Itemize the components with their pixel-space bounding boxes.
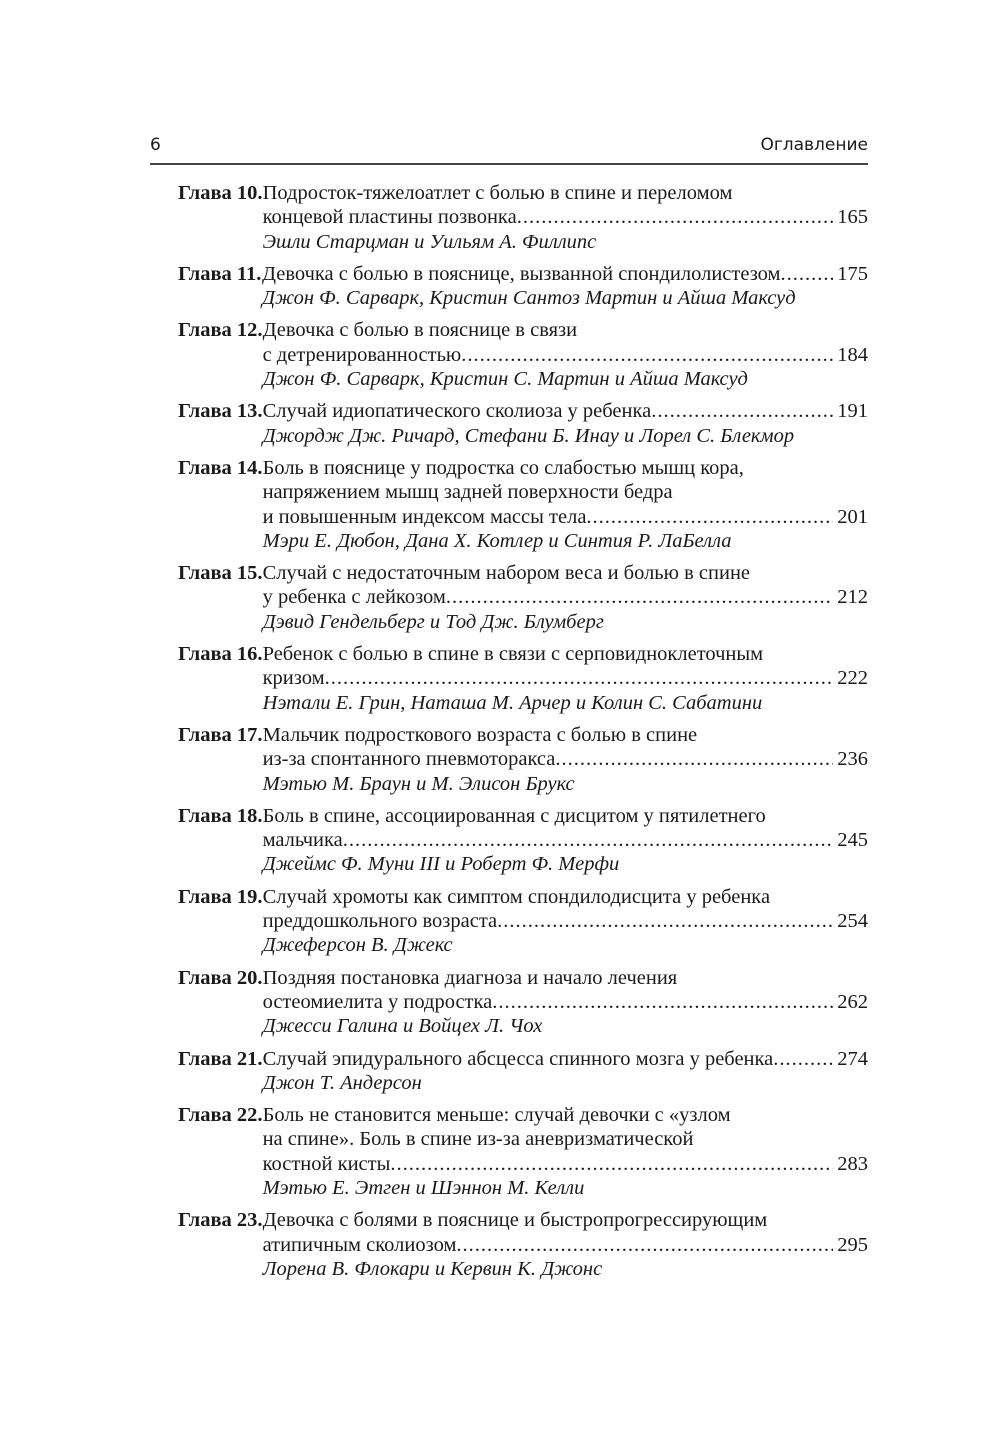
dot-leader (325, 666, 833, 690)
dot-leader (461, 343, 833, 367)
chapter-body (263, 804, 868, 877)
chapter-title-last-line (263, 747, 868, 771)
toc-entry[interactable] (178, 456, 868, 553)
dot-leader (446, 585, 833, 609)
chapter-title-line: Боль в спине, ассоциированная с дисцитом у пятилетнего (262, 804, 766, 827)
chapter-body (263, 1208, 868, 1281)
chapter-body (263, 318, 868, 391)
chapter-authors: Джеферсон В. Джекс (262, 934, 453, 957)
dot-leader (586, 505, 833, 529)
chapter-page-number[interactable]: 283 (837, 1152, 868, 1175)
table-of-contents (178, 181, 868, 1289)
chapter-body (263, 1047, 868, 1096)
chapter-page-number[interactable]: 222 (837, 667, 868, 690)
chapter-authors: Мэри Е. Дюбон, Дана Х. Котлер и Синтия Р. ЛаБелла (262, 529, 732, 552)
toc-entry[interactable] (178, 561, 868, 634)
chapter-title-line: Боль в пояснице у подростка со слабостью мышц кора, (262, 456, 744, 479)
chapter-authors: Эшли Старцман и Уильям А. Филлипс (262, 230, 597, 253)
chapter-title-text: остеомиелита у подростка (262, 990, 493, 1013)
chapter-title-line: Девочка с болями в пояснице и быстропрогрессирующим (262, 1209, 768, 1232)
chapter-body (263, 642, 868, 715)
chapter-label: Глава 12. (178, 319, 263, 342)
section-title: Оглавление (760, 135, 868, 155)
toc-entry[interactable] (178, 723, 868, 796)
chapter-body (263, 181, 868, 254)
toc-entry[interactable] (178, 804, 868, 877)
chapter-title-text: из-за спонтанного пневмоторакса (262, 748, 556, 771)
chapter-authors: Джесси Галина и Войцех Л. Чох (262, 1015, 543, 1038)
chapter-title-last-line (263, 909, 868, 933)
chapter-page-number[interactable]: 236 (837, 748, 868, 771)
chapter-title-last-line (263, 399, 868, 423)
toc-entry[interactable] (178, 642, 868, 715)
chapter-page-number[interactable]: 184 (837, 343, 868, 366)
dot-leader (773, 1047, 833, 1071)
dot-leader (456, 1233, 833, 1257)
chapter-title-line: на спине». Боль в спине из-за аневризматической (262, 1128, 694, 1151)
chapter-title-line: Ребенок с болью в спине в связи с серповидноклеточным (262, 643, 764, 666)
chapter-title-last-line (263, 666, 868, 690)
chapter-page-number[interactable]: 262 (837, 990, 868, 1013)
toc-entry[interactable] (178, 181, 868, 254)
chapter-title-last-line (263, 205, 868, 229)
chapter-title-text: Случай идиопатического сколиоза у ребенка (262, 400, 652, 423)
chapter-authors: Джордж Дж. Ричард, Стефани Б. Инау и Лорел С. Блекмор (262, 424, 795, 447)
chapter-authors: Джон Т. Андерсон (262, 1071, 422, 1094)
chapter-title-text: мальчика (262, 829, 343, 852)
chapter-page-number[interactable]: 274 (837, 1047, 868, 1070)
chapter-label: Глава 10. (178, 182, 263, 204)
chapter-page-number[interactable]: 201 (837, 505, 868, 528)
chapter-title-line: Подросток-тяжелоатлет с болью в спине и переломом (262, 182, 733, 204)
chapter-title-text: костной кисты (262, 1152, 391, 1175)
chapter-title-line: Девочка с болью в пояснице в связи (262, 319, 578, 342)
chapter-title-text: преддошкольного возраста (262, 910, 498, 933)
chapter-label: Глава 20. (178, 966, 263, 989)
chapter-title-text: атипичным сколиозом (262, 1233, 457, 1256)
toc-entry[interactable] (178, 1208, 868, 1281)
dot-leader (497, 909, 833, 933)
chapter-title-line: Поздняя постановка диагноза и начало лечения (262, 966, 678, 989)
chapter-label: Глава 21. (178, 1047, 263, 1070)
chapter-label: Глава 11. (178, 262, 262, 285)
chapter-title-line: Мальчик подросткового возраста с болью в спине (262, 723, 698, 746)
running-header (150, 133, 868, 165)
toc-entry[interactable] (178, 1103, 868, 1200)
chapter-title-line: Боль не становится меньше: случай девочки с «узлом (262, 1104, 731, 1127)
chapter-authors: Лорена В. Флокари и Кервин К. Джонс (262, 1257, 603, 1280)
chapter-title-text: Случай эпидурального абсцесса спинного мозга у ребенка (262, 1047, 774, 1070)
toc-entry[interactable] (178, 966, 868, 1039)
chapter-page-number[interactable]: 254 (837, 910, 868, 933)
chapter-authors: Мэтью Е. Этген и Шэннон М. Келли (262, 1176, 585, 1199)
chapter-label: Глава 23. (178, 1209, 263, 1232)
chapter-body (263, 399, 868, 448)
chapter-authors: Джон Ф. Сарварк, Кристин С. Мартин и Айша Максуд (262, 368, 748, 391)
chapter-title-last-line (262, 262, 868, 286)
chapter-authors: Джеймс Ф. Муни III и Роберт Ф. Мерфи (262, 853, 620, 876)
chapter-page-number[interactable]: 165 (837, 206, 868, 229)
chapter-page-number[interactable]: 295 (837, 1233, 868, 1256)
chapter-body (263, 1103, 868, 1200)
chapter-body (263, 885, 868, 958)
dot-leader (343, 828, 833, 852)
chapter-body (263, 723, 868, 796)
dot-leader (390, 1152, 833, 1176)
chapter-title-last-line (263, 585, 868, 609)
chapter-body (263, 456, 868, 553)
chapter-title-text: концевой пластины позвонка (262, 206, 517, 229)
chapter-title-last-line (263, 1047, 868, 1071)
chapter-label: Глава 18. (178, 804, 263, 827)
chapter-title-line: напряжением мышц задней поверхности бедра (262, 481, 673, 504)
chapter-label: Глава 19. (178, 885, 263, 908)
chapter-page-number[interactable]: 191 (837, 400, 868, 423)
chapter-body (263, 561, 868, 634)
dot-leader (555, 747, 833, 771)
chapter-title-last-line (263, 1233, 868, 1257)
chapter-label: Глава 16. (178, 643, 263, 666)
dot-leader (651, 399, 833, 423)
dot-leader (781, 262, 833, 286)
toc-entry[interactable] (178, 399, 868, 448)
chapter-title-text: у ребенка с лейкозом (262, 586, 446, 609)
chapter-title-line: Случай хромоты как симптом спондилодисцита у ребенка (262, 885, 771, 908)
chapter-label: Глава 15. (178, 562, 263, 585)
toc-entry[interactable] (178, 1047, 868, 1096)
chapter-title-last-line (263, 1152, 868, 1176)
chapter-title-line: Случай с недостаточным набором веса и болью в спине (262, 562, 751, 585)
chapter-title-last-line (263, 343, 868, 367)
dot-leader (492, 990, 833, 1014)
chapter-page-number[interactable]: 175 (837, 262, 868, 285)
dot-leader (517, 205, 833, 229)
chapter-title-text: и повышенным индексом массы тела (262, 505, 587, 528)
chapter-label: Глава 14. (178, 456, 263, 479)
chapter-body (262, 262, 868, 311)
chapter-title-text: с детренированностью (262, 343, 462, 366)
chapter-title-last-line (263, 505, 868, 529)
chapter-body (263, 966, 868, 1039)
toc-entry[interactable] (178, 318, 868, 391)
chapter-authors: Мэтью М. Браун и М. Элисон Брукс (262, 772, 575, 795)
chapter-label: Глава 13. (178, 400, 263, 423)
chapter-title-text: Девочка с болью в пояснице, вызванной спондилолистезом (262, 262, 781, 285)
chapter-authors: Нэтали Е. Грин, Наташа М. Арчер и Колин С. Сабатини (262, 691, 763, 714)
chapter-authors: Джон Ф. Сарварк, Кристин Сантоз Мартин и Айша Максуд (262, 287, 796, 310)
chapter-page-number[interactable]: 212 (837, 586, 868, 609)
chapter-title-last-line (263, 990, 868, 1014)
toc-entry[interactable] (178, 262, 868, 311)
chapter-title-last-line (263, 828, 868, 852)
toc-entry[interactable] (178, 885, 868, 958)
chapter-title-text: кризом (262, 667, 325, 690)
chapter-page-number[interactable]: 245 (837, 829, 868, 852)
page-number: 6 (150, 135, 161, 155)
chapter-label: Глава 17. (178, 723, 263, 746)
chapter-label: Глава 22. (178, 1104, 263, 1127)
chapter-authors: Дэвид Гендельберг и Тод Дж. Блумберг (262, 610, 604, 633)
